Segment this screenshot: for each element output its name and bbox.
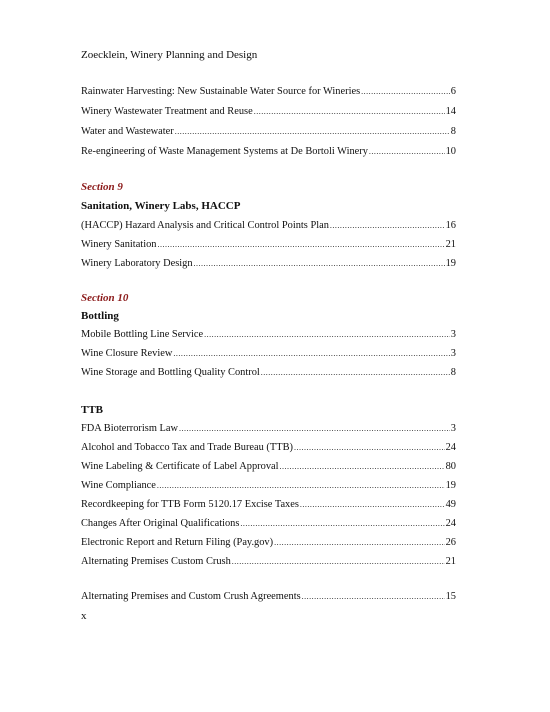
toc-leader-dots bbox=[240, 517, 444, 531]
toc-leader-dots bbox=[330, 219, 445, 233]
toc-entry-page: 3 bbox=[450, 423, 456, 434]
toc-leader-dots bbox=[300, 498, 445, 512]
toc-entry-page: 21 bbox=[445, 239, 456, 250]
toc-leader-dots bbox=[261, 366, 450, 380]
section-heading: Sanitation, Winery Labs, HACCP bbox=[81, 200, 241, 212]
running-header: Zoecklein, Winery Planning and Design bbox=[81, 49, 258, 61]
toc-entry-page: 14 bbox=[445, 106, 456, 117]
toc-entry-title: (HACCP) Hazard Analysis and Critical Control Points Plan bbox=[81, 220, 329, 231]
toc-entry-title: Wine Compliance bbox=[81, 480, 156, 491]
toc-entry-page: 19 bbox=[445, 258, 456, 269]
toc-entry[interactable] bbox=[81, 125, 456, 139]
toc-entry[interactable] bbox=[81, 590, 456, 604]
toc-entry[interactable] bbox=[81, 219, 456, 233]
toc-entry-page: 8 bbox=[450, 126, 456, 137]
toc-entry[interactable] bbox=[81, 460, 456, 474]
toc-entry-title: Alcohol and Tobacco Tax and Trade Bureau (TTB) bbox=[81, 442, 293, 453]
toc-entry-title: Alternating Premises Custom Crush bbox=[81, 556, 231, 567]
section-label: Section 10 bbox=[81, 292, 129, 304]
toc-entry[interactable] bbox=[81, 105, 456, 119]
section-heading: Bottling bbox=[81, 310, 119, 322]
toc-entry-page: 8 bbox=[450, 367, 456, 378]
toc-entry[interactable] bbox=[81, 517, 456, 531]
toc-entry-title: Mobile Bottling Line Service bbox=[81, 329, 204, 340]
toc-leader-dots bbox=[361, 85, 450, 99]
toc-entry-title: Recordkeeping for TTB Form 5120.17 Excise Taxes bbox=[81, 499, 299, 510]
toc-entry-title: Wine Storage and Bottling Quality Control bbox=[81, 367, 260, 378]
section-label: Section 9 bbox=[81, 181, 123, 193]
section-heading: TTB bbox=[81, 404, 104, 416]
toc-entry-page: 49 bbox=[445, 499, 456, 510]
toc-leader-dots bbox=[204, 328, 450, 342]
toc-entry[interactable] bbox=[81, 422, 456, 436]
toc-entry-page: 3 bbox=[450, 329, 456, 340]
toc-entry-page: 16 bbox=[445, 220, 456, 231]
toc-entry[interactable] bbox=[81, 238, 456, 252]
toc-entry-page: 24 bbox=[445, 518, 456, 529]
toc-entry-page: 24 bbox=[445, 442, 456, 453]
toc-entry[interactable] bbox=[81, 257, 456, 271]
toc-entry[interactable] bbox=[81, 479, 456, 493]
toc-leader-dots bbox=[254, 105, 445, 119]
toc-entry-title: Wine Labeling & Certificate of Label Approval bbox=[81, 461, 279, 472]
toc-entry-title: Electronic Report and Return Filing (Pay.gov) bbox=[81, 537, 274, 548]
toc-leader-dots bbox=[274, 536, 445, 550]
toc-leader-dots bbox=[157, 238, 444, 252]
toc-entry-title: FDA Bioterrorism Law bbox=[81, 423, 178, 434]
toc-leader-dots bbox=[369, 145, 445, 159]
toc-leader-dots bbox=[194, 257, 445, 271]
toc-entry[interactable] bbox=[81, 145, 456, 159]
toc-leader-dots bbox=[232, 555, 445, 569]
toc-entry[interactable] bbox=[81, 366, 456, 380]
toc-leader-dots bbox=[302, 590, 445, 604]
toc-entry-page: 6 bbox=[450, 86, 456, 97]
page-number: x bbox=[81, 610, 87, 622]
toc-entry-title: Winery Sanitation bbox=[81, 239, 157, 250]
toc-entry[interactable] bbox=[81, 85, 456, 99]
toc-leader-dots bbox=[173, 347, 449, 361]
toc-entry-page: 10 bbox=[445, 146, 456, 157]
toc-entry-title: Rainwater Harvesting: New Sustainable Water Source for Wineries bbox=[81, 86, 361, 97]
toc-entry[interactable] bbox=[81, 328, 456, 342]
toc-entry-page: 21 bbox=[445, 556, 456, 567]
toc-entry-title: Water and Wastewater bbox=[81, 126, 174, 137]
toc-entry-page: 19 bbox=[445, 480, 456, 491]
toc-entry-title: Wine Closure Review bbox=[81, 348, 173, 359]
toc-entry-title: Winery Laboratory Design bbox=[81, 258, 193, 269]
toc-entry-page: 80 bbox=[445, 461, 456, 472]
toc-leader-dots bbox=[294, 441, 445, 455]
toc-leader-dots bbox=[157, 479, 445, 493]
toc-entry[interactable] bbox=[81, 555, 456, 569]
toc-entry[interactable] bbox=[81, 441, 456, 455]
toc-entry-page: 15 bbox=[445, 591, 456, 602]
toc-entry-title: Re-engineering of Waste Management Systems at De Bortoli Winery bbox=[81, 146, 368, 157]
toc-leader-dots bbox=[175, 125, 450, 139]
toc-entry-title: Changes After Original Qualifications bbox=[81, 518, 240, 529]
toc-leader-dots bbox=[179, 422, 450, 436]
toc-entry-title: Winery Wastewater Treatment and Reuse bbox=[81, 106, 253, 117]
toc-entry-title: Alternating Premises and Custom Crush Agreements bbox=[81, 591, 301, 602]
toc-leader-dots bbox=[280, 460, 445, 474]
toc-entry[interactable] bbox=[81, 498, 456, 512]
toc-entry[interactable] bbox=[81, 536, 456, 550]
toc-entry-page: 26 bbox=[445, 537, 456, 548]
toc-entry-page: 3 bbox=[450, 348, 456, 359]
toc-entry[interactable] bbox=[81, 347, 456, 361]
